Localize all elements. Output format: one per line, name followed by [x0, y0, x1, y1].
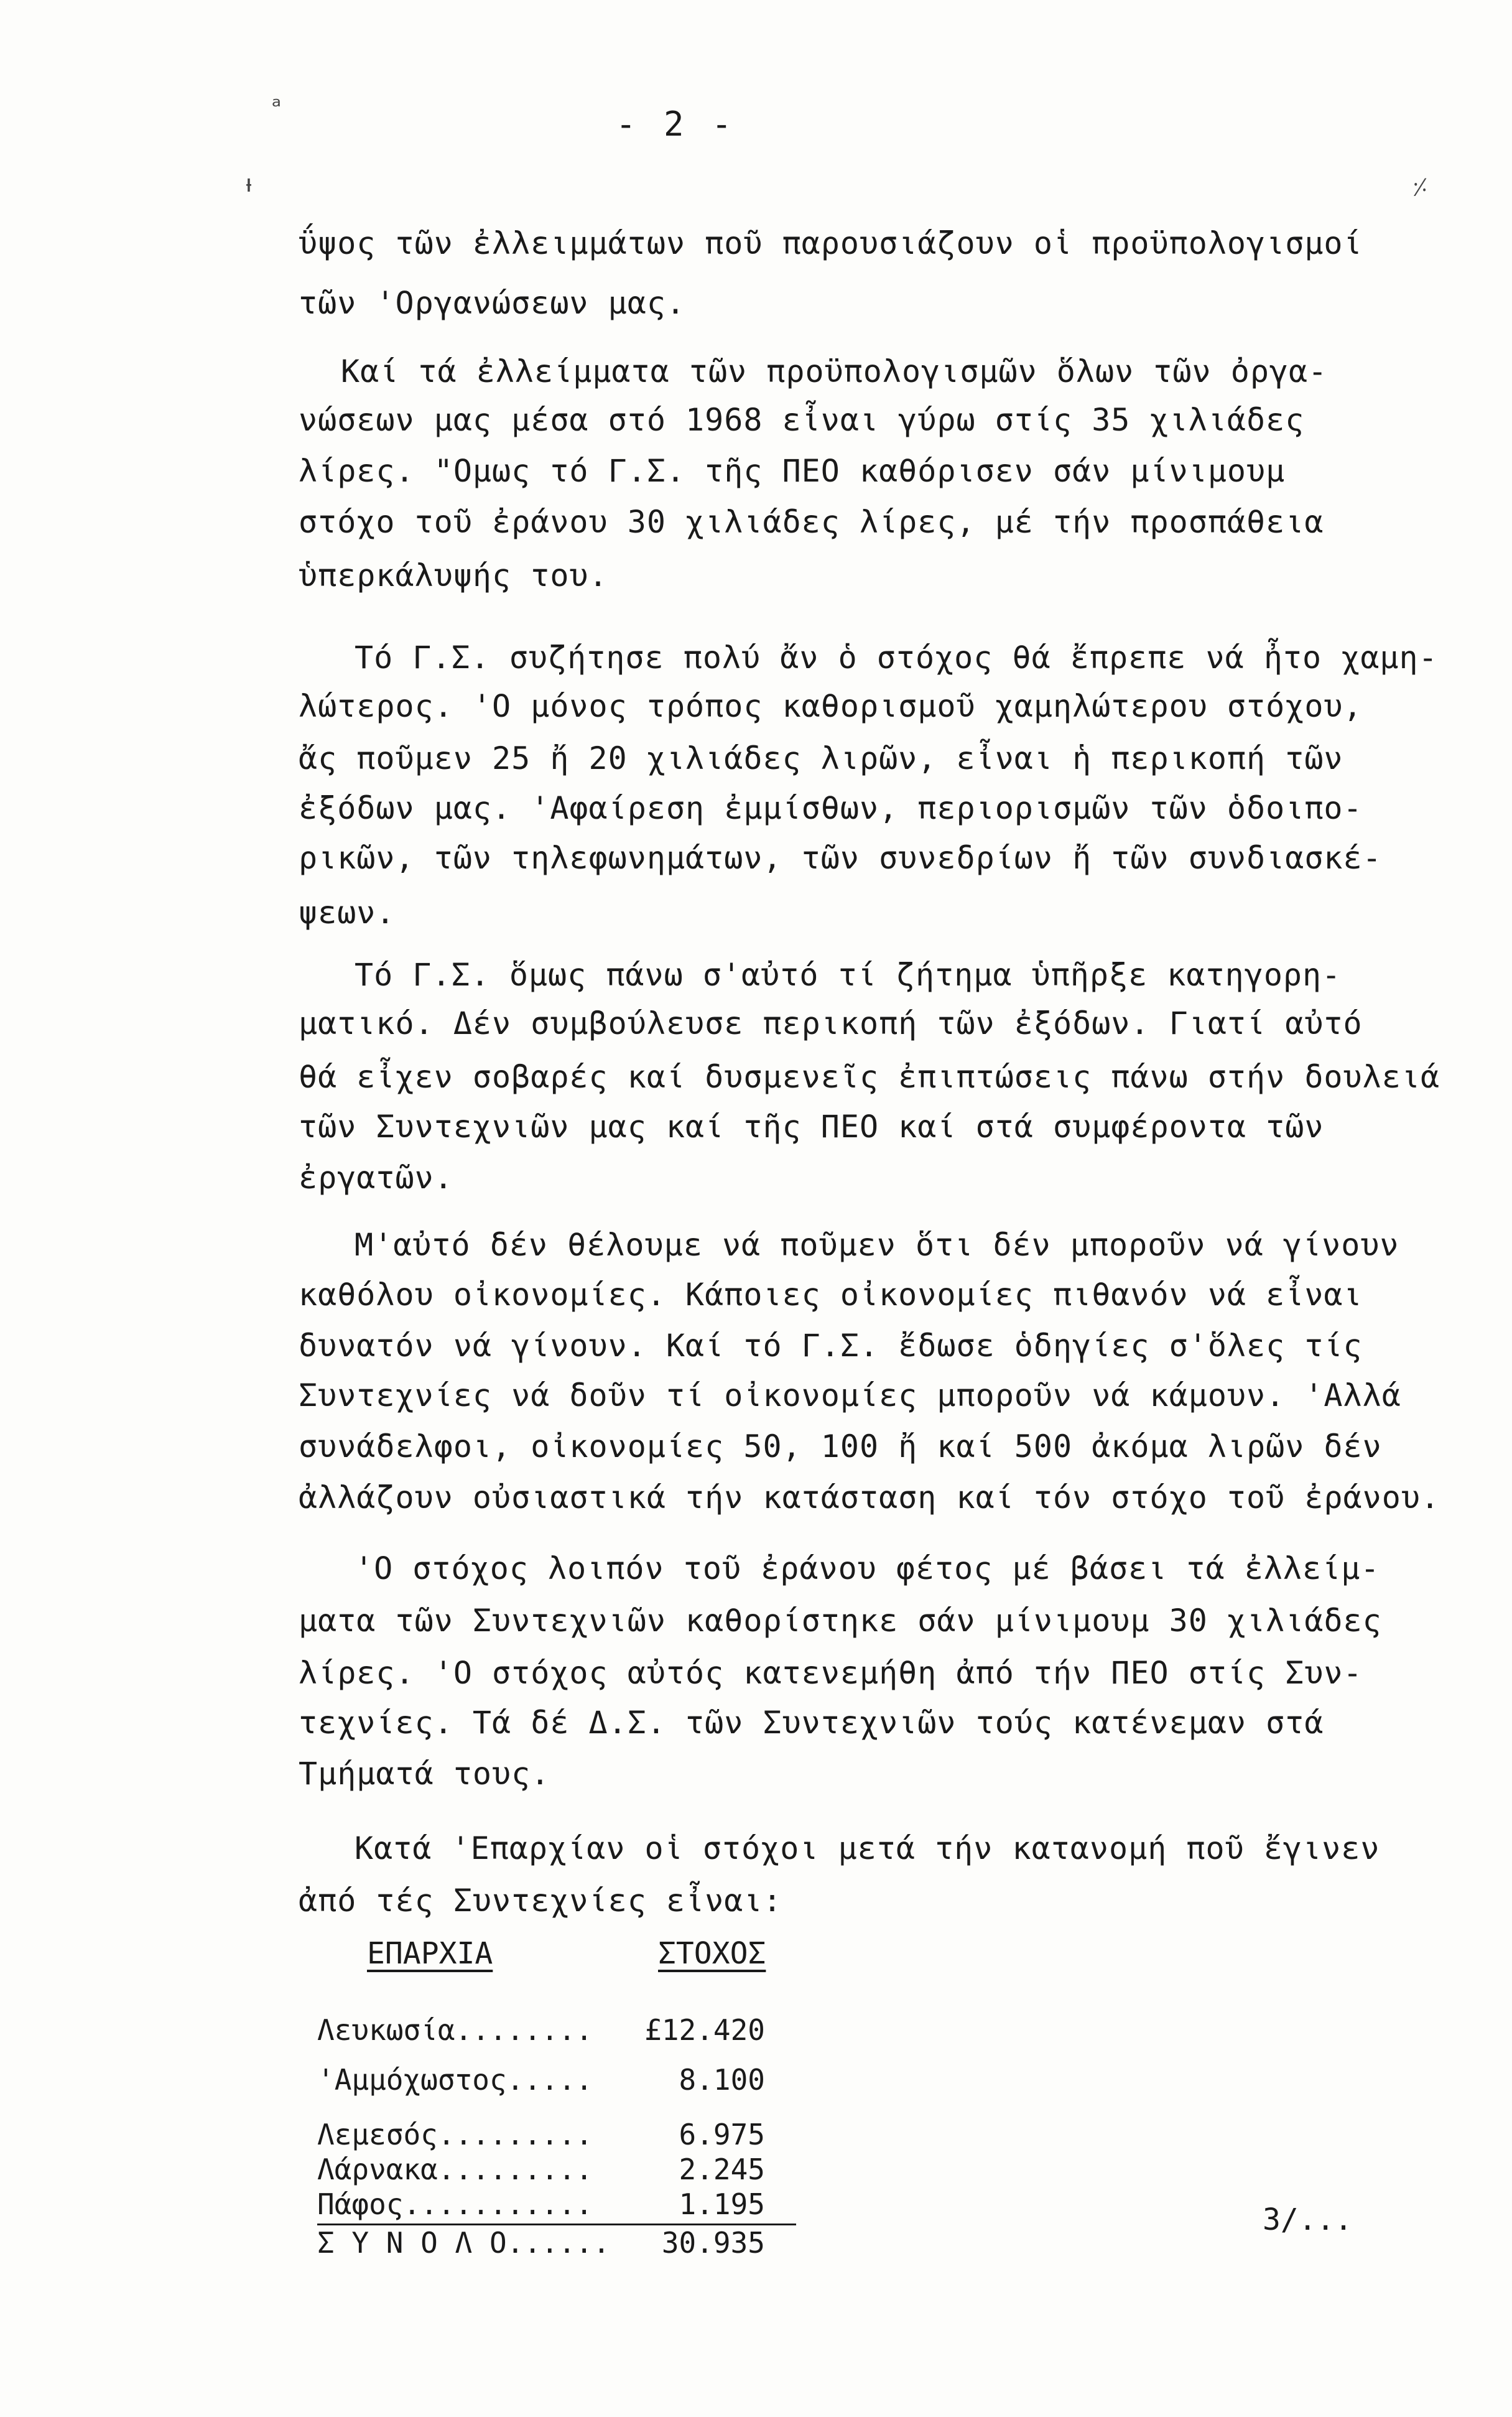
text-line: Τμήματά τους.: [299, 1756, 550, 1792]
text-line: θά εἶχεν σοβαρές καί δυσμενεῖς ἐπιπτώσεις πάνω στήν δουλειά: [299, 1059, 1440, 1095]
text-line: τῶν 'Οργανώσεων μας.: [299, 285, 686, 321]
text-line: ἐργατῶν.: [299, 1160, 453, 1196]
target-value: 8.100: [679, 2063, 765, 2097]
scan-speck: ⸓: [1412, 174, 1429, 202]
text-line: Τό Γ.Σ. συζήτησε πολύ ἄν ὁ στόχος θά ἔπρεπε νά ἦτο χαμη-: [355, 640, 1438, 676]
text-line: 'Ο στόχος λοιπόν τοῦ ἐράνου φέτος μέ βάσει τά ἐλλείμ-: [355, 1550, 1380, 1586]
text-line: τῶν Συντεχνιῶν μας καί τῆς ΠΕΟ καί στά συμφέροντα τῶν: [299, 1109, 1324, 1145]
total-label: Σ Υ Ν Ο Λ Ο......: [317, 2226, 610, 2260]
region-name: 'Αμμόχωστος.....: [317, 2063, 593, 2097]
target-value: 6.975: [679, 2118, 765, 2151]
total-value: 30.935: [661, 2226, 765, 2260]
target-value: 2.245: [679, 2153, 765, 2186]
text-line: ματικό. Δέν συμβούλευσε περικοπή τῶν ἐξόδων. Γιατί αὐτό: [299, 1005, 1363, 1041]
page-number: - 2 -: [616, 105, 736, 144]
text-line: λίρες. "Ομως τό Γ.Σ. τῆς ΠΕΟ καθόρισεν σάν μίνιμουμ: [299, 453, 1286, 489]
text-line: νώσεων μας μέσα στό 1968 εἶναι γύρω στίς 35 χιλιάδες: [299, 402, 1305, 438]
text-line: ψεων.: [299, 895, 396, 931]
text-line: ἄς ποῦμεν 25 ἤ 20 χιλιάδες λιρῶν, εἶναι ἡ περικοπή τῶν: [299, 740, 1343, 776]
continuation-mark: 3/...: [1263, 2202, 1353, 2237]
text-line: καθόλου οἰκονομίες. Κάποιες οἰκονομίες πιθανόν νά εἶναι: [299, 1277, 1363, 1313]
text-line: ΰψος τῶν ἐλλειμμάτων ποῦ παρουσιάζουν οἱ προϋπολογισμοί: [299, 225, 1363, 261]
table-header-region: ΕΠΑΡΧΙΑ: [367, 1936, 493, 1971]
region-name: Λευκωσία........: [317, 2013, 593, 2047]
total-rule: [317, 2224, 796, 2225]
text-line: ὑπερκάλυψής του.: [299, 557, 608, 594]
scan-speck: ᵃ: [269, 92, 284, 121]
text-line: Τό Γ.Σ. ὅμως πάνω σ'αὐτό τί ζήτημα ὑπῆρξε κατηγορη-: [355, 957, 1342, 993]
text-line: ἀπό τές Συντεχνίες εἶναι:: [299, 1883, 782, 1919]
region-name: Λεμεσός.........: [317, 2118, 593, 2151]
text-line: λίρες. 'Ο στόχος αὐτός κατενεμήθη ἀπό τήν ΠΕΟ στίς Συν-: [299, 1655, 1363, 1691]
text-line: Μ'αὐτό δέν θέλουμε νά ποῦμεν ὅτι δέν μποροῦν νά γίνουν: [355, 1227, 1399, 1263]
scan-speck: ᵼ: [241, 169, 257, 198]
text-line: Καί τά ἐλλείμματα τῶν προϋπολογισμῶν ὅλων τῶν ὀργα-: [341, 353, 1328, 389]
text-line: στόχο τοῦ ἐράνου 30 χιλιάδες λίρες, μέ τήν προσπάθεια: [299, 504, 1324, 540]
text-line: Κατά 'Επαρχίαν οἱ στόχοι μετά τήν κατανομή ποῦ ἔγινεν: [355, 1830, 1380, 1866]
text-line: ρικῶν, τῶν τηλεφωνημάτων, τῶν συνεδρίων ἤ τῶν συνδιασκέ-: [299, 840, 1382, 876]
region-name: Λάρνακα.........: [317, 2153, 593, 2186]
text-line: ἀλλάζουν οὐσιαστικά τήν κατάσταση καί τόν στόχο τοῦ ἐράνου.: [299, 1479, 1440, 1516]
text-line: ματα τῶν Συντεχνιῶν καθορίστηκε σάν μίνιμουμ 30 χιλιάδες: [299, 1603, 1382, 1639]
text-line: λώτερος. 'Ο μόνος τρόπος καθορισμοῦ χαμηλώτερου στόχου,: [299, 688, 1363, 724]
region-name: Πάφος...........: [317, 2187, 593, 2221]
text-line: Συντεχνίες νά δοῦν τί οἰκονομίες μποροῦν νά κάμουν. 'Αλλά: [299, 1377, 1401, 1413]
table-header-target: ΣΤΟΧΟΣ: [658, 1936, 766, 1971]
text-line: ἐξόδων μας. 'Αφαίρεση ἐμμίσθων, περιορισμῶν τῶν ὁδοιπο-: [299, 790, 1363, 826]
text-line: τεχνίες. Τά δέ Δ.Σ. τῶν Συντεχνιῶν τούς κατένεμαν στά: [299, 1705, 1324, 1741]
text-line: συνάδελφοι, οἰκονομίες 50, 100 ἤ καί 500 ἀκόμα λιρῶν δέν: [299, 1428, 1382, 1465]
target-value: £12.420: [644, 2013, 765, 2047]
text-line: δυνατόν νά γίνουν. Καί τό Γ.Σ. ἔδωσε ὁδηγίες σ'ὅλες τίς: [299, 1328, 1363, 1364]
target-value: 1.195: [679, 2187, 765, 2221]
